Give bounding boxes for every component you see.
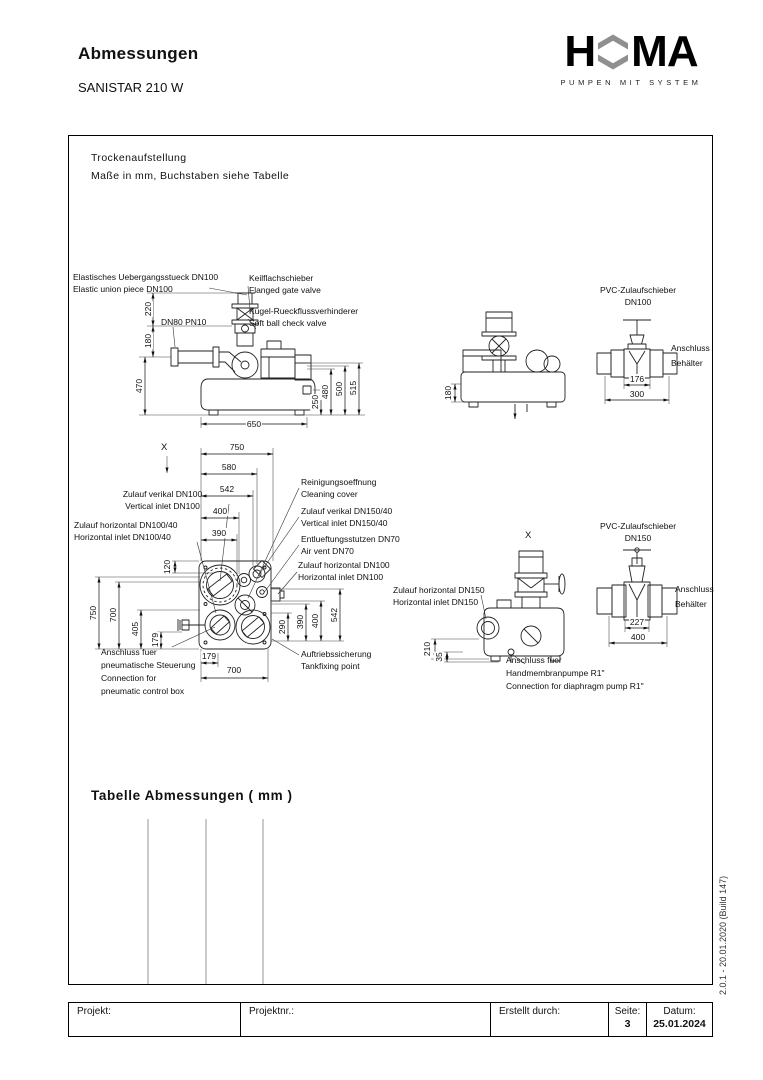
label-elastic-union	[73, 271, 218, 295]
dim-210: 210	[422, 641, 432, 657]
label-check-valve	[249, 305, 358, 329]
dim-290: 290	[277, 619, 287, 635]
footer-seite-value: 3	[624, 1018, 631, 1030]
dim-300: 300	[629, 389, 645, 399]
label-horizontal-inlet-dn10040-en: Horizontal inlet DN100/40	[74, 532, 171, 542]
dim-405: 405	[130, 621, 140, 637]
label-diaphragm-pump-line3: Connection for diaphragm pump R1"	[506, 681, 644, 691]
label-diaphragm-pump-line1: Anschluss fuer	[506, 655, 562, 665]
label-vertical-inlet-dn15040-en: Vertical inlet DN150/40	[301, 518, 388, 528]
label-vertical-inlet-dn100	[94, 488, 231, 512]
label-pneumatic-line2: pneumatische Steuerung	[101, 660, 196, 670]
homa-diamond-icon	[598, 34, 628, 70]
footer-projektnr-cell	[241, 1003, 491, 1036]
side-view-dn150-drawing	[477, 551, 565, 664]
dim-179-left: 179	[150, 632, 160, 648]
front-view-drawing	[461, 312, 565, 419]
product-name: SANISTAR 210 W	[78, 80, 184, 95]
front-view-dimensions	[451, 384, 469, 402]
label-horizontal-inlet-dn100-de: Zulauf horizontal DN100	[298, 560, 390, 570]
label-anschluss-behaelter-dn150	[675, 582, 714, 612]
label-diaphragm-pump-line2: Handmembranpumpe R1"	[506, 668, 605, 678]
label-horizontal-inlet-dn150-en: Horizontal inlet DN150	[393, 597, 479, 607]
label-pneumatic-line1: Anschluss fuer	[101, 647, 157, 657]
dim-480: 480	[320, 384, 330, 400]
dim-470: 470	[134, 378, 144, 394]
label-valve-dn150-title	[578, 520, 698, 544]
valve-dn150-title-1: PVC-Zulaufschieber	[599, 521, 677, 531]
anschluss-dn100-line2: Behälter	[671, 358, 703, 368]
footer-projektnr-label: Projektnr.:	[249, 1006, 295, 1017]
footer-erstellt-label: Erstellt durch:	[499, 1006, 561, 1017]
dim-250: 250	[310, 394, 320, 410]
dim-180-front: 180	[443, 385, 453, 401]
page-title: Abmessungen	[78, 44, 199, 63]
dim-176: 176	[629, 374, 645, 384]
drawing-notes	[91, 149, 289, 185]
footer-erstellt-cell	[491, 1003, 609, 1036]
dim-400-valve: 400	[630, 632, 646, 642]
label-vertical-inlet-dn100-en: Vertical inlet DN100	[125, 501, 200, 511]
dim-515: 515	[348, 380, 358, 396]
logo-tagline: PUMPEN MIT SYSTEM	[560, 78, 702, 87]
homa-wordmark	[550, 27, 712, 76]
label-pneumatic-line3: Connection for	[101, 673, 157, 683]
dim-650: 650	[246, 419, 262, 429]
logo-letters-ma: MA	[631, 27, 698, 76]
label-air-vent-dn70-de: Entlueftungsstutzen DN70	[301, 534, 400, 544]
dim-542-right: 542	[329, 607, 339, 623]
dim-180-side: 180	[143, 333, 153, 349]
dim-179-bottom: 179	[201, 651, 217, 661]
label-air-vent-dn70-en: Air vent DN70	[301, 546, 354, 556]
label-horizontal-inlet-dn100-en: Horizontal inlet DN100	[298, 572, 384, 582]
label-dn80-pn10: DN80 PN10	[161, 317, 207, 327]
valve-dn100-title-1: PVC-Zulaufschieber	[599, 285, 677, 295]
note-line-1: Trockenaufstellung	[91, 152, 187, 164]
dim-500: 500	[334, 381, 344, 397]
label-horizontal-inlet-dn10040-de: Zulauf horizontal DN100/40	[74, 520, 178, 530]
dim-700-left: 700	[108, 607, 118, 623]
anschluss-dn100-line1: Anschluss	[671, 343, 710, 353]
label-air-vent-dn70	[301, 533, 400, 557]
dim-227: 227	[629, 617, 645, 627]
footer-projekt-label: Projekt:	[77, 1006, 111, 1017]
label-valve-dn100-title	[578, 284, 698, 308]
label-gate-valve-de: Keilflachschieber	[249, 273, 314, 283]
dim-120: 120	[162, 559, 172, 575]
dim-700-bottom: 700	[226, 665, 242, 675]
dim-580: 580	[221, 462, 237, 472]
table-heading: Tabelle Abmessungen ( mm )	[91, 788, 293, 803]
dim-750-left: 750	[88, 605, 98, 621]
label-tank-fixing	[301, 648, 371, 672]
valve-dn100-title-2: DN100	[624, 297, 652, 307]
dim-400-right: 400	[310, 613, 320, 629]
footer-seite-label: Seite:	[614, 1006, 641, 1017]
label-horizontal-inlet-dn150	[393, 584, 485, 608]
label-check-valve-en: Soft ball check valve	[249, 318, 327, 328]
label-horizontal-inlet-dn10040	[74, 519, 177, 543]
dim-400-top: 400	[212, 506, 228, 516]
label-check-valve-de: Kugel-Rueckflussverhinderer	[249, 306, 359, 316]
label-horizontal-inlet-dn100	[298, 559, 390, 583]
valve-dn150-title-2: DN150	[624, 533, 652, 543]
drawing-frame	[68, 135, 713, 985]
footer-seite-cell	[609, 1003, 647, 1036]
homa-logo	[550, 27, 712, 87]
label-gate-valve-en: Flanged gate valve	[249, 285, 321, 295]
label-vertical-inlet-dn15040-de: Zulauf verikal DN150/40	[301, 506, 393, 516]
logo-letter-h: H	[564, 27, 596, 76]
dim-35: 35	[434, 652, 444, 662]
anschluss-dn150-line1: Anschluss	[675, 584, 714, 594]
footer-title-block	[68, 1002, 713, 1037]
label-vertical-inlet-dn100-de: Zulauf verikal DN100	[122, 489, 203, 499]
note-line-2: Maße in mm, Buchstaben siehe Tabelle	[91, 170, 290, 182]
label-tank-fixing-de: Auftriebssicherung	[301, 649, 372, 659]
version-note: 2.0.1 - 20.01.2020 (Build 147)	[718, 875, 728, 995]
label-vertical-inlet-dn15040	[301, 505, 392, 529]
axis-x-top-view: X	[161, 442, 168, 453]
label-elastic-union-de: Elastisches Uebergangsstueck DN100	[73, 272, 219, 282]
dim-390-right: 390	[295, 614, 305, 630]
label-pneumatic-control	[101, 646, 196, 698]
label-tank-fixing-en: Tankfixing point	[301, 661, 360, 671]
footer-datum-cell	[647, 1003, 712, 1036]
label-cleaning-cover-en: Cleaning cover	[301, 489, 358, 499]
label-anschluss-behaelter-dn100	[671, 341, 710, 371]
footer-projekt-cell	[69, 1003, 241, 1036]
label-elastic-union-en: Elastic union piece DN100	[73, 284, 173, 294]
footer-datum-label: Datum:	[663, 1006, 696, 1017]
label-cleaning-cover-de: Reinigungsoeffnung	[301, 477, 377, 487]
footer-datum-value: 25.01.2024	[653, 1018, 706, 1030]
valve-dn100-drawing	[597, 320, 677, 378]
dim-390-top: 390	[211, 528, 227, 538]
dim-750-top: 750	[229, 442, 245, 452]
label-diaphragm-pump	[506, 654, 644, 693]
label-cleaning-cover	[301, 476, 376, 500]
label-pneumatic-line4: pneumatic control box	[101, 686, 185, 696]
anschluss-dn150-line2: Behälter	[675, 599, 707, 609]
table-column-lines	[148, 819, 263, 984]
label-horizontal-inlet-dn150-de: Zulauf horizontal DN150	[393, 585, 485, 595]
dim-220: 220	[143, 301, 153, 317]
axis-x-side-view-dn150: X	[525, 530, 532, 541]
dim-542-top: 542	[219, 484, 235, 494]
valve-dn150-drawing	[597, 548, 677, 620]
label-gate-valve	[249, 272, 321, 296]
